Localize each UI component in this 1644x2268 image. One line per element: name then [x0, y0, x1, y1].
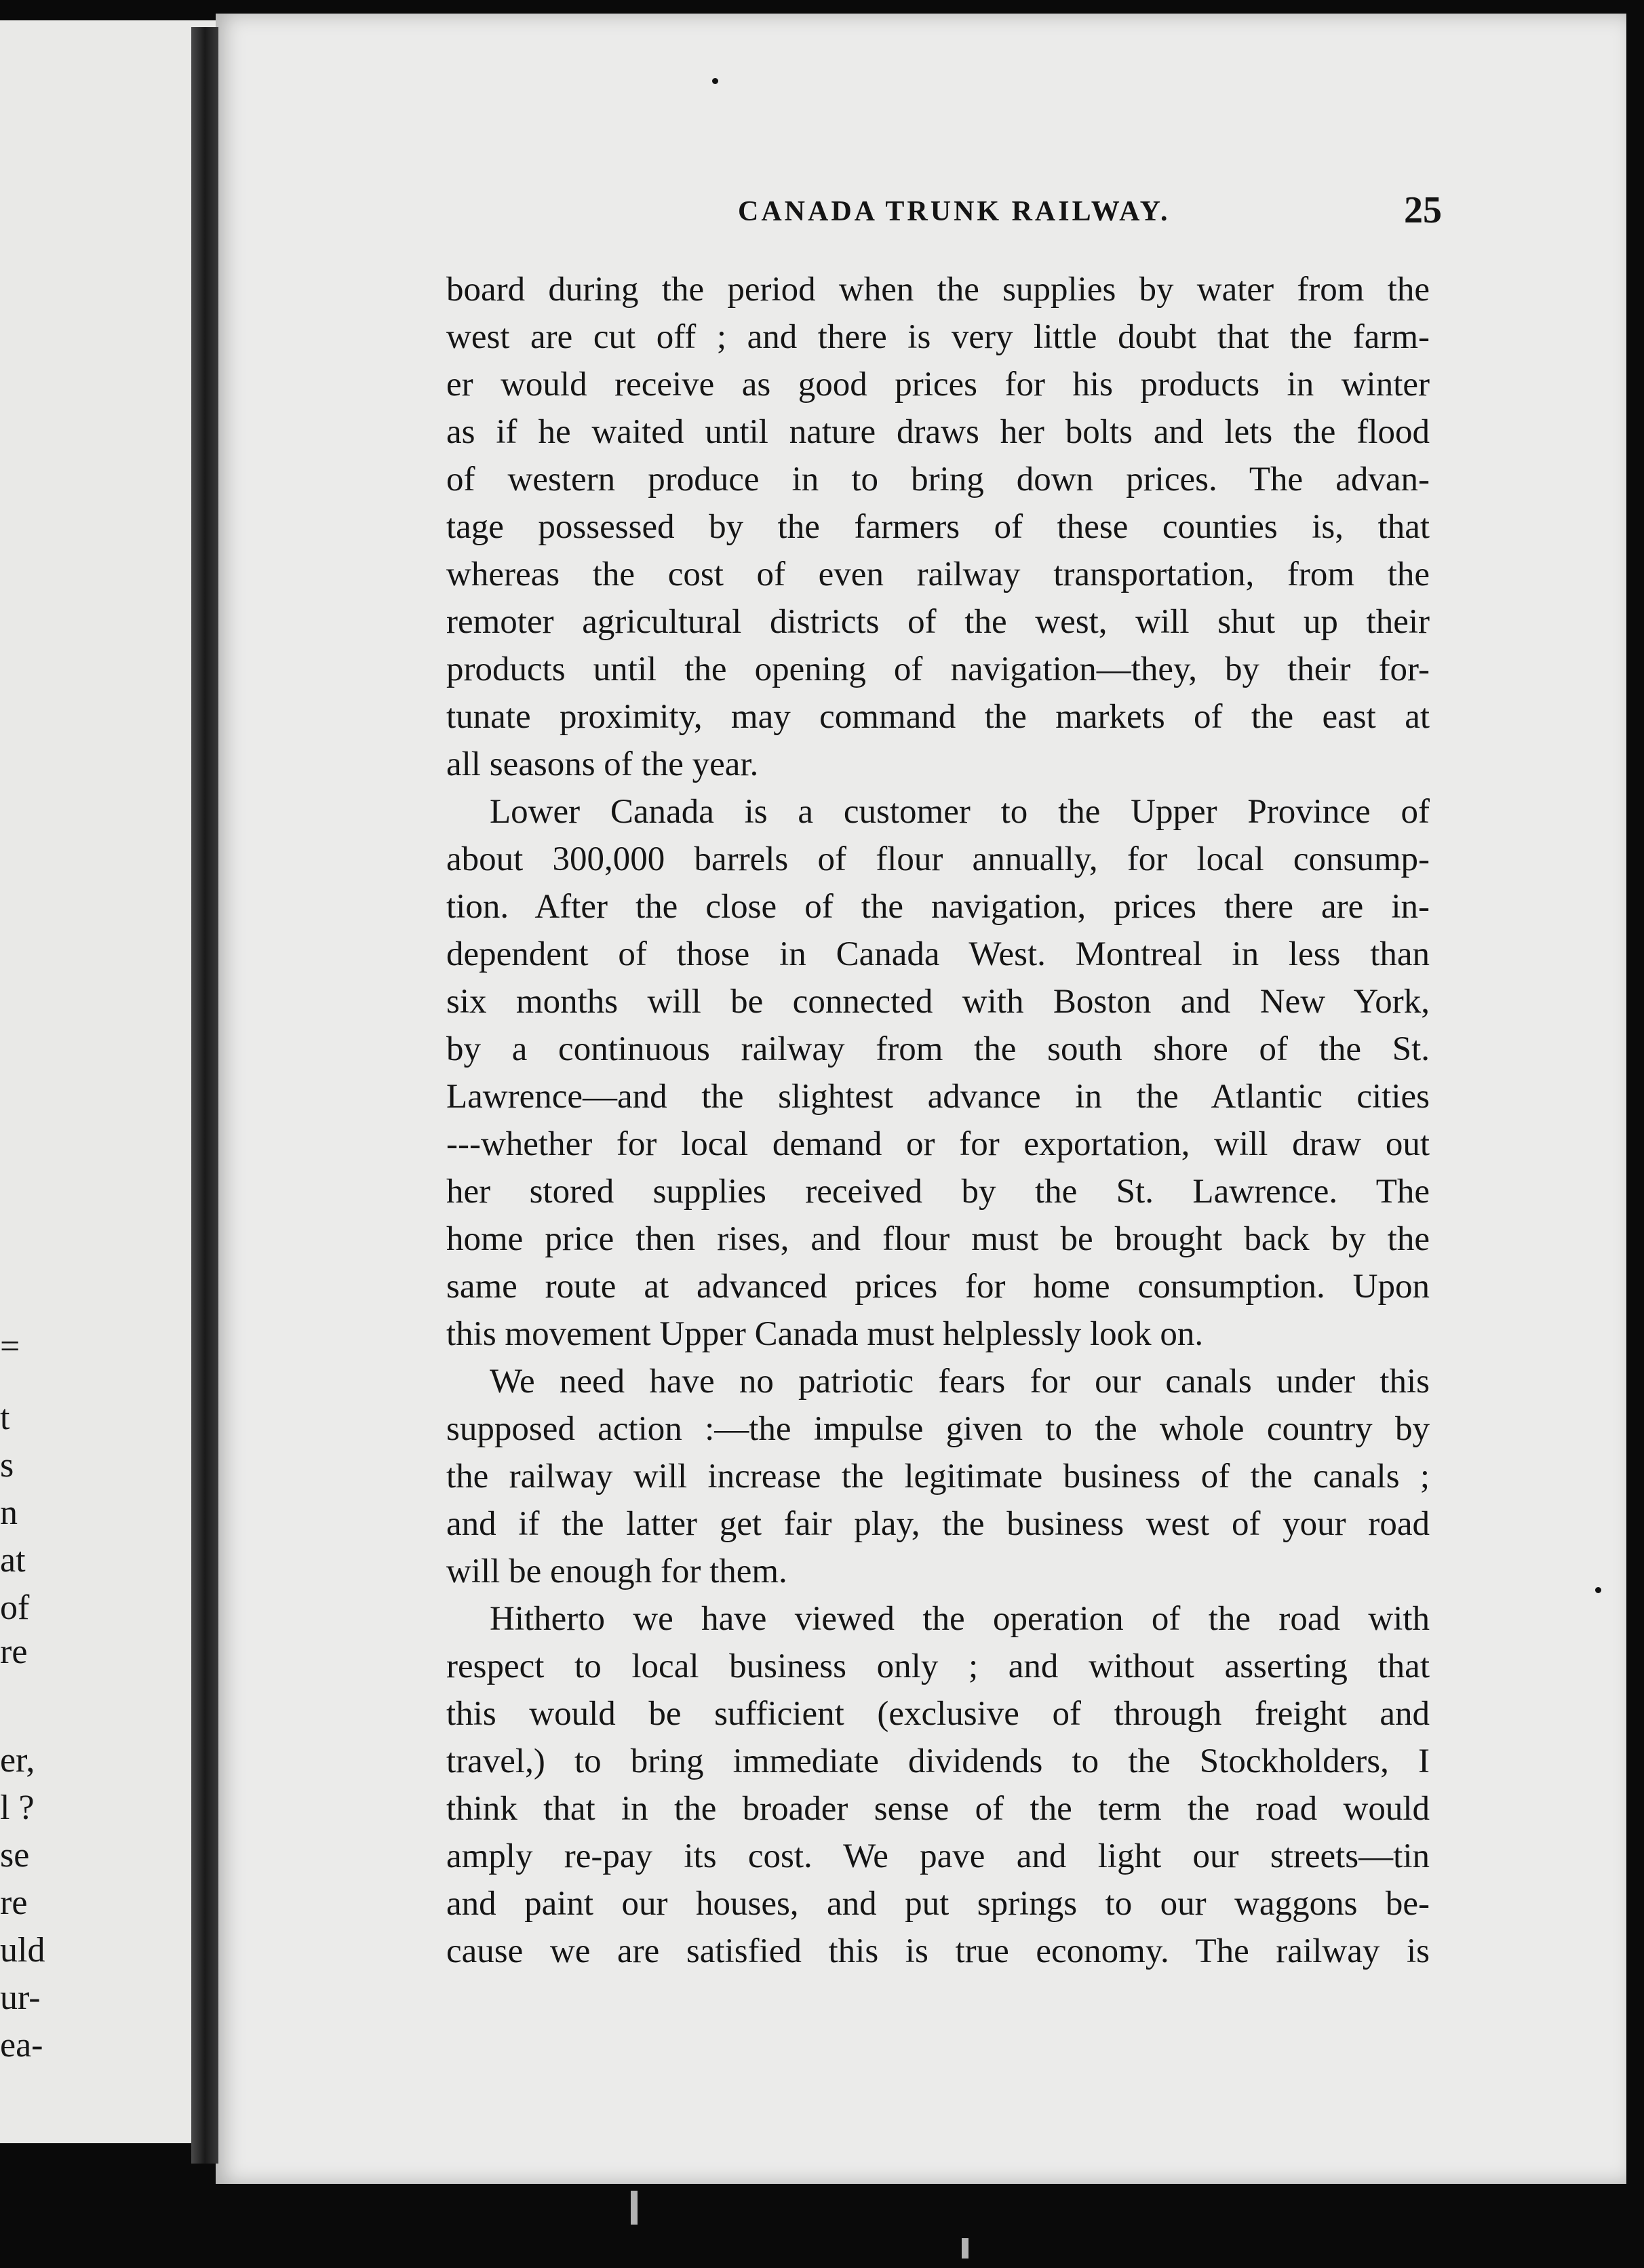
text-line: all seasons of the year.: [446, 745, 759, 783]
text-line: the railway will increase the legitimate business of the canals ;: [446, 1458, 1430, 1495]
speck: [712, 78, 718, 84]
body-text: [446, 266, 1430, 1975]
text-line: as if he waited until nature draws her bolts and lets the flood: [446, 413, 1430, 451]
previous-page-text-fragment: re: [0, 1883, 28, 1922]
text-line: er would receive as good prices for his products in winter: [446, 366, 1430, 404]
speck: [1595, 1587, 1601, 1593]
previous-page-text-fragment: se: [0, 1836, 30, 1875]
text-line: products until the opening of navigation—they, by their for-: [446, 650, 1430, 688]
previous-page-text-fragment: er,: [0, 1741, 35, 1780]
text-line: tion. After the close of the navigation, prices there are in-: [446, 888, 1430, 926]
text-line: Lower Canada is a customer to the Upper Province of: [490, 793, 1430, 831]
text-line: by a continuous railway from the south shore of the St.: [446, 1030, 1430, 1068]
previous-page-text-fragment: ur-: [0, 1978, 41, 2017]
text-line: Lawrence—and the slightest advance in the Atlantic cities: [446, 1078, 1430, 1116]
previous-page-text-fragment: at: [0, 1541, 26, 1580]
text-line: same route at advanced prices for home consumption. Upon: [446, 1268, 1430, 1306]
previous-page-text-fragment: =: [0, 1327, 20, 1366]
previous-page-text-fragment: of: [0, 1588, 30, 1627]
text-line: tunate proximity, may command the markets of the east at: [446, 698, 1430, 736]
text-line: dependent of those in Canada West. Montreal in less than: [446, 935, 1430, 973]
previous-page-text-fragment: uld: [0, 1931, 45, 1970]
text-line: home price then rises, and flour must be brought back by the: [446, 1220, 1430, 1258]
running-head: CANADA TRUNK RAILWAY.: [738, 196, 1171, 227]
text-line: travel,) to bring immediate dividends to the Stockholders, I: [446, 1742, 1430, 1780]
previous-page-text-fragment: l ?: [0, 1788, 35, 1827]
paragraph: [446, 266, 1430, 788]
text-line: think that in the broader sense of the term the road would: [446, 1790, 1430, 1828]
paragraph: [446, 788, 1430, 1358]
text-line: remoter agricultural districts of the west, will shut up their: [446, 603, 1430, 641]
paragraph: [446, 1358, 1430, 1595]
text-line: respect to local business only ; and without asserting that: [446, 1647, 1430, 1685]
text-line: We need have no patriotic fears for our canals under this: [490, 1363, 1430, 1401]
text-line: and if the latter get fair play, the business west of your road: [446, 1505, 1430, 1543]
text-line: amply re-pay its cost. We pave and light our streets—tin: [446, 1837, 1430, 1875]
text-line: six months will be connected with Boston and New York,: [446, 983, 1430, 1021]
previous-page-text-fragment: re: [0, 1632, 28, 1671]
text-line: will be enough for them.: [446, 1552, 787, 1590]
text-line: and paint our houses, and put springs to our waggons be-: [446, 1885, 1430, 1923]
text-line: ---whether for local demand or for exportation, will draw out: [446, 1125, 1430, 1163]
paragraph: [446, 1595, 1430, 1975]
scan-artifact: [962, 2238, 968, 2259]
text-line: this movement Upper Canada must helplessly look on.: [446, 1315, 1204, 1353]
text-line: cause we are satisfied this is true economy. The railway is: [446, 1932, 1430, 1970]
text-line: this would be sufficient (exclusive of through freight and: [446, 1695, 1430, 1733]
text-line: supposed action :—the impulse given to the whole country by: [446, 1410, 1430, 1448]
previous-page-text-fragment: ea-: [0, 2026, 43, 2065]
text-line: board during the period when the supplies by water from the: [446, 271, 1430, 309]
text-line: of western produce in to bring down prices. The advan-: [446, 461, 1430, 498]
previous-page-text-fragment: s: [0, 1446, 14, 1485]
text-line: west are cut off ; and there is very little doubt that the farm-: [446, 318, 1430, 356]
text-line: tage possessed by the farmers of these counties is, that: [446, 508, 1430, 546]
previous-page-text-fragment: t: [0, 1399, 10, 1437]
book-gutter: [191, 27, 218, 2164]
text-line: whereas the cost of even railway transportation, from the: [446, 555, 1430, 593]
text-line: her stored supplies received by the St. Lawrence. The: [446, 1173, 1430, 1211]
page-number: 25: [1404, 189, 1442, 231]
text-line: about 300,000 barrels of flour annually, for local consump-: [446, 840, 1430, 878]
text-line: Hitherto we have viewed the operation of the road with: [490, 1600, 1430, 1638]
book-page: [216, 14, 1626, 2184]
previous-page-text-fragment: n: [0, 1493, 18, 1532]
scan-artifact: [631, 2191, 638, 2225]
